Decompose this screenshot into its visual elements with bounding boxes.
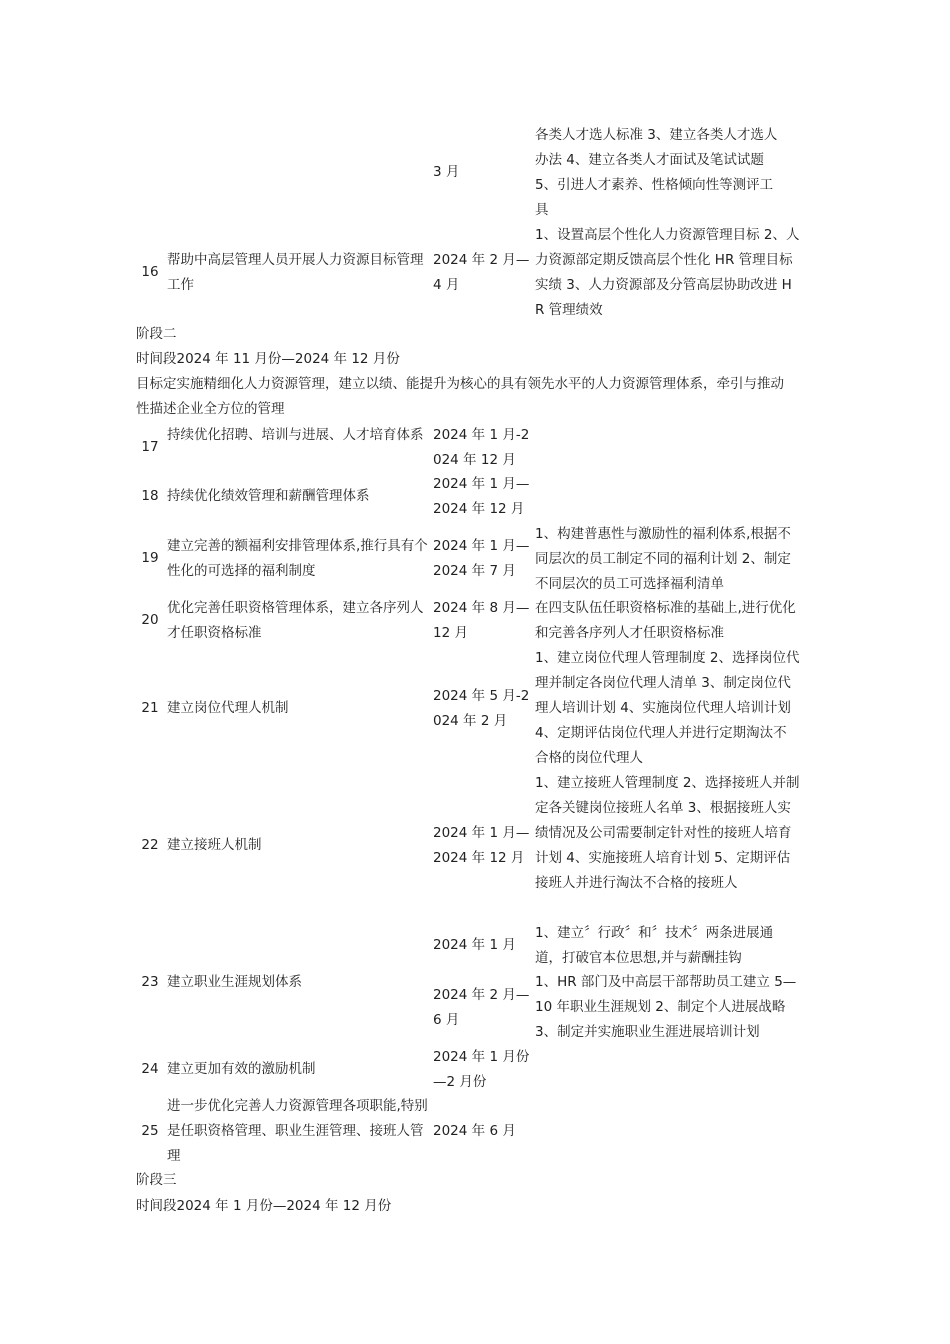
row-number: 18 xyxy=(141,488,159,504)
row-time: 2024 年 1 月—2024 年 7 月 xyxy=(433,538,530,579)
row-task: 帮助中高层管理人员开展人力资源目标管理工作 xyxy=(167,252,424,293)
row-task: 持续优化绩效管理和薪酬管理体系 xyxy=(167,488,370,504)
row-number: 21 xyxy=(141,700,159,716)
row-time: 2024 年 8 月—12 月 xyxy=(433,600,530,641)
stage-goal: 目标定实施精细化人力资源管理，建立以绩、能提升为核心的具有领先水平的人力资源管理体系，牵引与推动 xyxy=(136,376,784,392)
row-number: 17 xyxy=(141,439,159,455)
row-time: 2024 年 2 月—4 月 xyxy=(433,252,530,293)
stage-period: 时间段2024 年 11 月份—2024 年 12 月份 xyxy=(136,351,400,367)
row-number: 19 xyxy=(141,550,159,566)
stage-period: 时间段2024 年 1 月份—2024 年 12 月份 xyxy=(136,1198,392,1214)
row-number: 25 xyxy=(141,1123,159,1139)
stage-goal: 性描述企业全方位的管理 xyxy=(136,401,285,417)
row-task: 建立职业生涯规划体系 xyxy=(167,974,302,990)
row-task: 建立岗位代理人机制 xyxy=(167,700,289,716)
carryover-time: 3 月 xyxy=(433,164,460,180)
carryover-desc-line: 具 xyxy=(535,202,549,218)
carryover-desc-line: 各类人才选人标准 3、建立各类人才选人 xyxy=(535,127,778,143)
row-time: 2024 年 1 月 xyxy=(433,937,516,953)
row-desc: 1、建立岗位代理人管理制度 2、选择岗位代理并制定各岗位代理人清单 3、制定岗位代理人培训计划 4、实施岗位代理人培训计划 4、定期评估岗位代理人并进行定期淘汰不合格的岗位代理人 xyxy=(535,650,800,766)
row-desc: 在四支队伍任职资格标准的基础上,进行优化和完善各序列人才任职资格标准 xyxy=(535,600,796,641)
row-time: 2024 年 6 月 xyxy=(433,1123,516,1139)
row-time: 2024 年 5 月-2024 年 2 月 xyxy=(433,688,530,729)
row-desc: 1、设置高层个性化人力资源管理目标 2、人力资源部定期反馈高层个性化 HR 管理目标实绩 3、人力资源部及分管高层协助改进 HR 管理绩效 xyxy=(535,227,800,318)
carryover-desc-line: 5、引进人才素养、性格倾向性等测评工 xyxy=(535,177,774,193)
row-desc: 1、建立〞行政〞和〞技术〞两条进展通道，打破官本位思想,并与薪酬挂钩 xyxy=(535,925,774,966)
row-task: 进一步优化完善人力资源管理各项职能,特别是任职资格管理、职业生涯管理、接班人管理 xyxy=(167,1098,428,1164)
row-desc: 1、构建普惠性与激励性的福利体系,根据不同层次的员工制定不同的福利计划 2、制定不同层次的员工可选择福利清单 xyxy=(535,526,791,592)
row-time: 2024 年 1 月-2024 年 12 月 xyxy=(433,427,530,468)
row-number: 20 xyxy=(141,612,159,628)
row-desc: 1、建立接班人管理制度 2、选择接班人并制定各关键岗位接班人名单 3、根据接班人实绩情况及公司需要制定针对性的接班人培育计划 4、实施接班人培育计划 5、定期评估接班人并进行淘汰不合格的接班人 xyxy=(535,775,800,891)
row-time: 2024 年 1 月—2024 年 12 月 xyxy=(433,825,530,866)
row-task: 优化完善任职资格管理体系，建立各序列人才任职资格标准 xyxy=(167,600,424,641)
row-number: 24 xyxy=(141,1061,159,1077)
row-task: 建立更加有效的激励机制 xyxy=(167,1061,316,1077)
row-task: 建立接班人机制 xyxy=(167,837,262,853)
carryover-desc xyxy=(535,123,800,223)
row-number: 16 xyxy=(141,264,159,280)
row-desc: 1、HR 部门及中高层干部帮助员工建立 5—10 年职业生涯规划 2、制定个人进展战略 3、制定并实施职业生涯进展培训计划 xyxy=(535,974,797,1040)
row-task: 持续优化招聘、培训与进展、人才培育体系 xyxy=(167,427,424,443)
row-time: 2024 年 1 月—2024 年 12 月 xyxy=(433,476,530,517)
row-time: 2024 年 2 月—6 月 xyxy=(433,987,530,1028)
row-time: 2024 年 1 月份—2 月份 xyxy=(433,1049,530,1090)
row-task: 建立完善的额福利安排管理体系,推行具有个性化的可选择的福利制度 xyxy=(167,538,428,579)
stage-label: 阶段三 xyxy=(136,1172,177,1188)
row-number: 22 xyxy=(141,837,159,853)
row-number: 23 xyxy=(141,974,159,990)
stage-label: 阶段二 xyxy=(136,326,177,342)
carryover-desc-line: 办法 4、建立各类人才面试及笔试试题 xyxy=(535,152,764,168)
